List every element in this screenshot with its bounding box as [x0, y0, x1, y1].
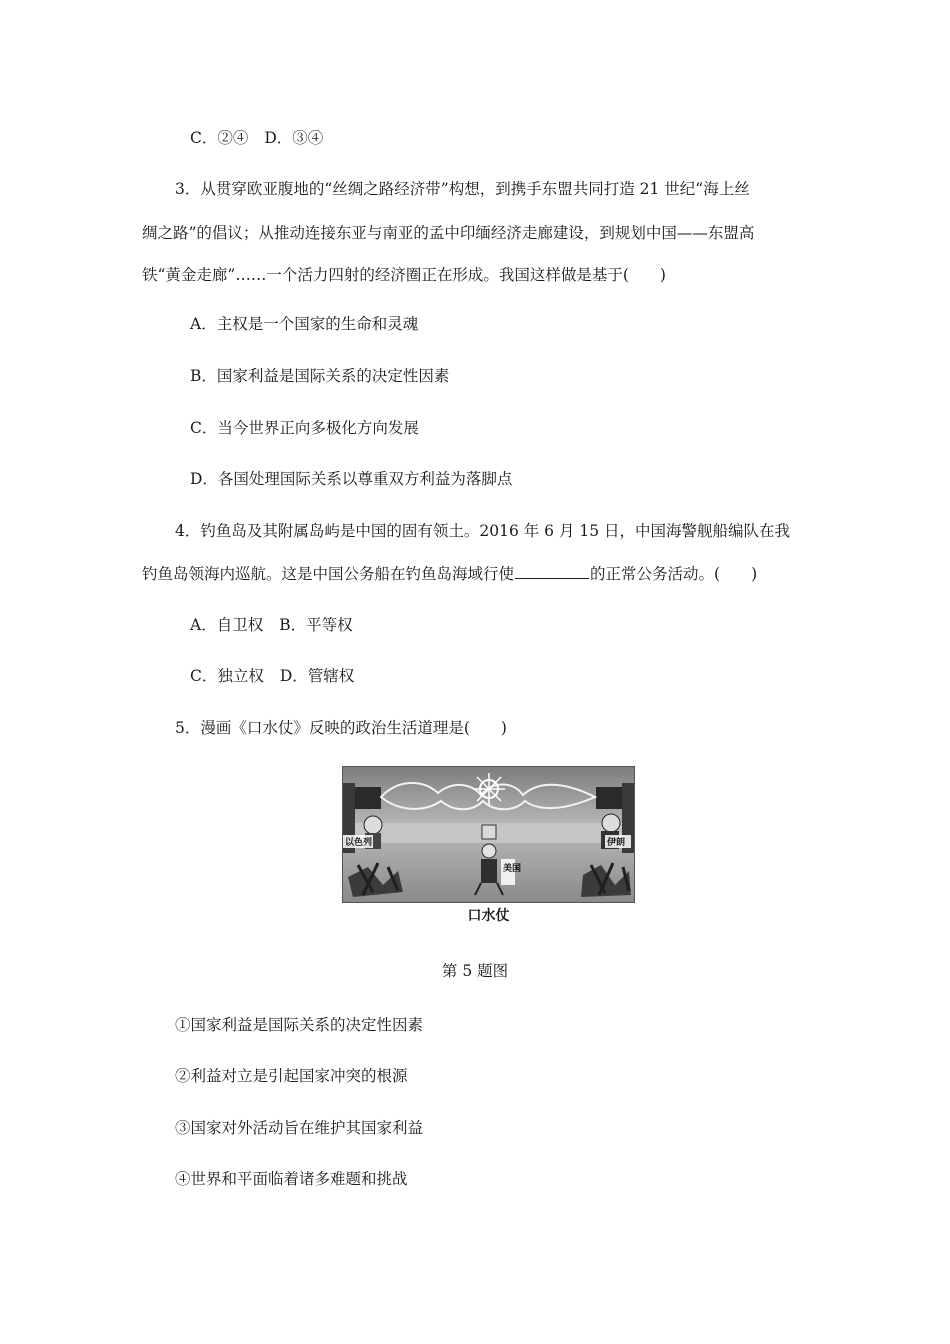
label-left: 以色列	[345, 838, 373, 848]
q4-stem-line1: 4．钓鱼岛及其附属岛屿是中国的固有领土。2016 年 6 月 15 日，中国海警舰船编队在我	[175, 522, 791, 540]
q5-statement-1: ①国家利益是国际关系的决定性因素	[175, 1016, 424, 1034]
q4-option-b: B．平等权	[279, 616, 353, 634]
q4-stem-line2	[142, 563, 757, 585]
q4-option-c: C．独立权	[190, 667, 264, 685]
label-right: 伊朗	[607, 838, 626, 848]
q3-option-a: A．主权是一个国家的生命和灵魂	[190, 315, 419, 333]
answer-blank	[515, 564, 589, 579]
label-center-text: 美国	[503, 864, 522, 874]
q4-stem-before-blank: 钓鱼岛领海内巡航。这是中国公务船在钓鱼岛海域行使	[142, 565, 515, 583]
label-center	[503, 862, 521, 874]
q5-statement-2: ②利益对立是引起国家冲突的根源	[175, 1067, 408, 1085]
cartoon-caption: 口水仗	[467, 908, 510, 924]
q3-option-c: C．当今世界正向多极化方向发展	[190, 419, 419, 437]
q4-options-row-1	[190, 614, 353, 636]
q3-stem-line1: 3．从贯穿欧亚腹地的“丝绸之路经济带”构想，到携手东盟共同打造 21 世纪“海上丝	[175, 180, 750, 198]
prev-options-row	[190, 127, 323, 149]
q5-stem: 5．漫画《口水仗》反映的政治生活道理是( )	[175, 719, 507, 737]
q4-option-a: A．自卫权	[190, 616, 264, 634]
q5-statement-3: ③国家对外活动旨在维护其国家利益	[175, 1119, 424, 1137]
figure-title: 第 5 题图	[441, 962, 509, 980]
option-c: C．②④	[190, 129, 249, 147]
q3-option-b: B．国家利益是国际关系的决定性因素	[190, 367, 450, 385]
option-d: D．③④	[264, 129, 324, 147]
q5-statement-4: ④世界和平面临着诸多难题和挑战	[175, 1170, 408, 1188]
q4-options-row-2	[190, 665, 354, 687]
q3-stem-line2: 绸之路”的倡议；从推动连接东亚与南亚的孟中印缅经济走廊建设，到规划中国——东盟高	[142, 224, 755, 242]
q4-stem-after-blank: 的正常公务活动。( )	[590, 565, 758, 583]
q3-stem-line3: 铁“黄金走廊”……一个活力四射的经济圈正在形成。我国这样做是基于( )	[142, 266, 666, 284]
q3-option-d: D．各国处理国际关系以尊重双方利益为落脚点	[190, 470, 513, 488]
q4-option-d: D．管辖权	[279, 667, 355, 685]
cartoon-image	[342, 766, 635, 903]
